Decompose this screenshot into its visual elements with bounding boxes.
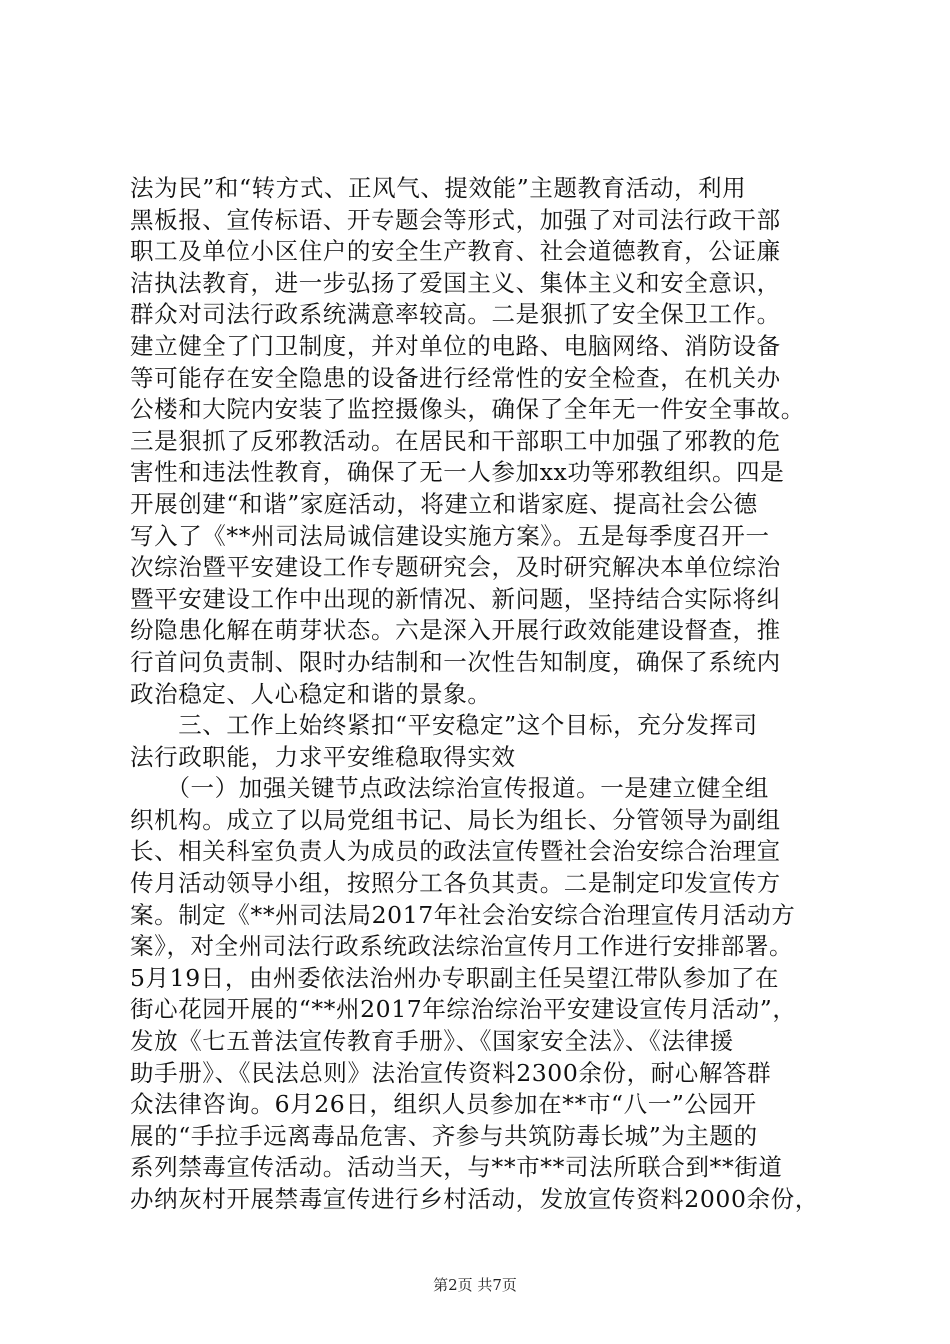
text-line: 行首问负责制、限时办结制和一次性告知制度，确保了系统内 bbox=[130, 647, 781, 676]
text-line: 众法律咨询。6月26日，组织人员参加在**市“八一”公园开 bbox=[130, 1090, 757, 1119]
text-line: 建立健全了门卫制度，并对单位的电路、电脑网络、消防设备 bbox=[130, 331, 781, 360]
text-line: （一）加强关键节点政法综治宣传报道。一是建立健全组 bbox=[130, 774, 769, 803]
text-line: 法行政职能，力求平安维稳取得实效 bbox=[130, 742, 516, 771]
text-line: 洁执法教育，进一步弘扬了爱国主义、集体主义和安全意识， bbox=[130, 268, 781, 297]
text-line: 5月19日，由州委依法治州办专职副主任吴望江带队参加了在 bbox=[130, 963, 780, 992]
text-line: 次综治暨平安建设工作专题研究会，及时研究解决本单位综治 bbox=[130, 553, 781, 582]
text-line: 展的“手拉手远离毒品危害、齐参与共筑防毒长城”为主题的 bbox=[130, 1121, 758, 1150]
text-line: 开展创建“和谐”家庭活动，将建立和谐家庭、提高社会公德 bbox=[130, 489, 758, 518]
text-line: 暨平安建设工作中出现的新情况、新问题，坚持结合实际将纠 bbox=[130, 584, 781, 613]
text-line: 政治稳定、人心稳定和谐的景象。 bbox=[130, 679, 492, 708]
text-line: 长、相关科室负责人为成员的政法宣传暨社会治安综合治理宣 bbox=[130, 837, 781, 866]
text-line: 法为民”和“转方式、正风气、提效能”主题教育活动，利用 bbox=[130, 174, 747, 202]
text-line: 群众对司法行政系统满意率较高。二是狠抓了安全保卫工作。 bbox=[130, 300, 781, 329]
text-line: 害性和违法性教育，确保了无一人参加xx功等邪教组织。四是 bbox=[130, 458, 785, 487]
text-line: 案》，对全州司法行政系统政法综治宣传月工作进行安排部署。 bbox=[130, 932, 794, 961]
body-text bbox=[130, 173, 830, 1216]
text-line: 案。制定《**州司法局2017年社会治安综合治理宣传月活动方 bbox=[130, 900, 796, 929]
text-line: 职工及单位小区住户的安全生产教育、社会道德教育，公证廉 bbox=[130, 237, 781, 266]
page-footer: 第2页 共7页 bbox=[433, 1276, 517, 1294]
text-line: 办纳灰村开展禁毒宣传进行乡村活动，发放宣传资料2000余份， bbox=[130, 1185, 819, 1213]
text-line: 系列禁毒宣传活动。活动当天，与**市**司法所联合到**街道 bbox=[130, 1153, 783, 1182]
text-line: 三是狠抓了反邪教活动。在居民和干部职工中加强了邪教的危 bbox=[130, 426, 781, 455]
text-line: 写入了《**州司法局诚信建设实施方案》。五是每季度召开一 bbox=[130, 521, 770, 550]
text-line: 发放《七五普法宣传教育手册》、《国家安全法》、《法律援 bbox=[130, 1027, 734, 1056]
text-line: 织机构。成立了以局党组书记、局长为组长、分管领导为副组 bbox=[130, 805, 781, 834]
text-line: 等可能存在安全隐患的设备进行经常性的安全检查，在机关办 bbox=[130, 363, 781, 392]
text-line: 三、工作上始终紧扣“平安稳定”这个目标，充分发挥司 bbox=[130, 711, 758, 740]
text-line: 街心花园开展的“**州2017年综治综治平安建设宣传月活动”， bbox=[130, 995, 797, 1024]
text-line: 传月活动领导小组，按照分工各负其责。二是制定印发宣传方 bbox=[130, 869, 781, 898]
text-line: 纷隐患化解在萌芽状态。六是深入开展行政效能建设督查，推 bbox=[130, 616, 781, 645]
text-line: 助手册》、《民法总则》法治宣传资料2300余份，耐心解答群 bbox=[130, 1058, 772, 1087]
text-line: 黑板报、宣传标语、开专题会等形式，加强了对司法行政干部 bbox=[130, 205, 781, 234]
text-line: 公楼和大院内安装了监控摄像头，确保了全年无一件安全事故。 bbox=[130, 395, 805, 424]
